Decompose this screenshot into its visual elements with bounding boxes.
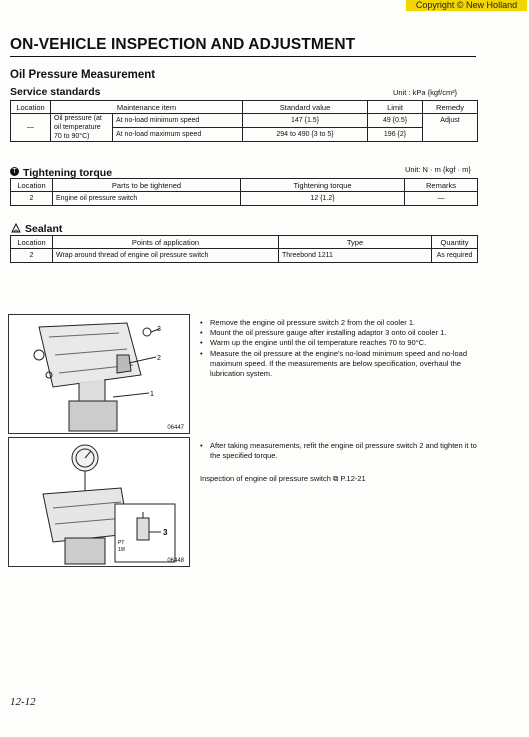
- service-standards-table: [10, 100, 478, 142]
- figure1-callout-2: 2: [157, 355, 161, 362]
- header-torque: Tightening torque: [241, 179, 405, 192]
- figure2-number: 06448: [167, 558, 184, 564]
- torque-cell: 12 {1.2}: [241, 192, 405, 206]
- table-row: [11, 192, 478, 206]
- remarks-cell: —: [405, 192, 478, 206]
- item-cell: At no-load maximum speed: [113, 128, 243, 142]
- copyright-banner: Copyright © New Holland: [406, 0, 527, 11]
- page-number: 12-12: [10, 696, 36, 708]
- header-maintenance-item: Maintenance item: [51, 101, 243, 114]
- figure1-callout-3: 3: [157, 326, 161, 333]
- location-cell: 2: [11, 192, 53, 206]
- quantity-cell: As required: [432, 249, 478, 263]
- tightening-torque-unit: Unit: N · m {kgf · m}: [405, 165, 471, 174]
- list-item: • Warm up the engine until the oil temperature reaches 70 to 90°C.: [200, 338, 480, 348]
- header-quantity: Quantity: [432, 236, 478, 249]
- figure-oil-pressure-gauge: [8, 437, 190, 567]
- figure2-callout-pt: PT: [118, 540, 125, 546]
- figure1-callout-1: 1: [150, 391, 154, 398]
- figure1-number: 06447: [167, 425, 184, 431]
- sealant-icon: [10, 222, 22, 233]
- table-row: [11, 249, 478, 263]
- tightening-torque-title: Tightening torque: [23, 167, 113, 179]
- header-remedy: Remedy: [423, 101, 478, 114]
- header-standard-value: Standard value: [243, 101, 368, 114]
- sealant-title: Sealant: [25, 223, 63, 235]
- header-limit: Limit: [368, 101, 423, 114]
- list-item: • Mount the oil pressure gauge after installing adaptor 3 onto oil cooler 1.: [200, 328, 480, 338]
- title-divider: [10, 56, 476, 57]
- oil-cooler-illustration: [9, 315, 189, 433]
- list-item: • Remove the engine oil pressure switch 2 from the oil cooler 1.: [200, 318, 480, 328]
- header-parts: Parts to be tightened: [53, 179, 241, 192]
- header-location: Location: [11, 101, 51, 114]
- header-points: Points of application: [53, 236, 279, 249]
- table-header-row: [11, 101, 478, 114]
- oil-pressure-item-cell: Oil pressure (at oil temperature 70 to 90°C): [51, 114, 113, 142]
- header-location: Location: [11, 236, 53, 249]
- tightening-torque-table: [10, 178, 478, 206]
- reference-link[interactable]: Inspection of engine oil pressure switch ⧉ P.12-21: [200, 474, 366, 483]
- pressure-gauge-illustration: [9, 438, 189, 566]
- table-row: [11, 114, 478, 128]
- standard-cell: 147 {1.5}: [243, 114, 368, 128]
- point-cell: Wrap around thread of engine oil pressure switch: [53, 249, 279, 263]
- instruction-list-2: [200, 441, 480, 461]
- part-cell: Engine oil pressure switch: [53, 192, 241, 206]
- service-standards-unit: Unit : kPa {kgf/cm²}: [393, 88, 458, 97]
- item-cell: At no-load minimum speed: [113, 114, 243, 128]
- list-item: • After taking measurements, refit the engine oil pressure switch 2 and tighten it to the specified torque.: [200, 441, 480, 461]
- service-standards-title: Service standards: [10, 86, 101, 98]
- section-title: Oil Pressure Measurement: [10, 69, 156, 81]
- header-location: Location: [11, 179, 53, 192]
- figure2-callout-size: 1/8: [118, 547, 125, 553]
- list-item: • Measure the oil pressure at the engine's no-load minimum speed and no-load maximum speed. If the measurements are below specification, overhaul the lubrication system.: [200, 349, 480, 380]
- table-header-row: [11, 179, 478, 192]
- type-cell: Threebond 1211: [279, 249, 432, 263]
- table-header-row: [11, 236, 478, 249]
- figure-oil-cooler-removal: [8, 314, 190, 434]
- page-title: ON-VEHICLE INSPECTION AND ADJUSTMENT: [10, 36, 356, 53]
- torque-symbol-icon: T: [10, 167, 19, 176]
- remedy-cell: Adjust: [423, 114, 478, 142]
- instruction-list-1: [200, 318, 480, 379]
- header-remarks: Remarks: [405, 179, 478, 192]
- limit-cell: 196 {2}: [368, 128, 423, 142]
- figure2-callout-3: 3: [163, 528, 168, 537]
- location-cell: 2: [11, 249, 53, 263]
- location-cell: —: [11, 114, 51, 142]
- limit-cell: 49 {0.5}: [368, 114, 423, 128]
- sealant-table: [10, 235, 478, 263]
- standard-cell: 294 to 490 {3 to 5}: [243, 128, 368, 142]
- header-type: Type: [279, 236, 432, 249]
